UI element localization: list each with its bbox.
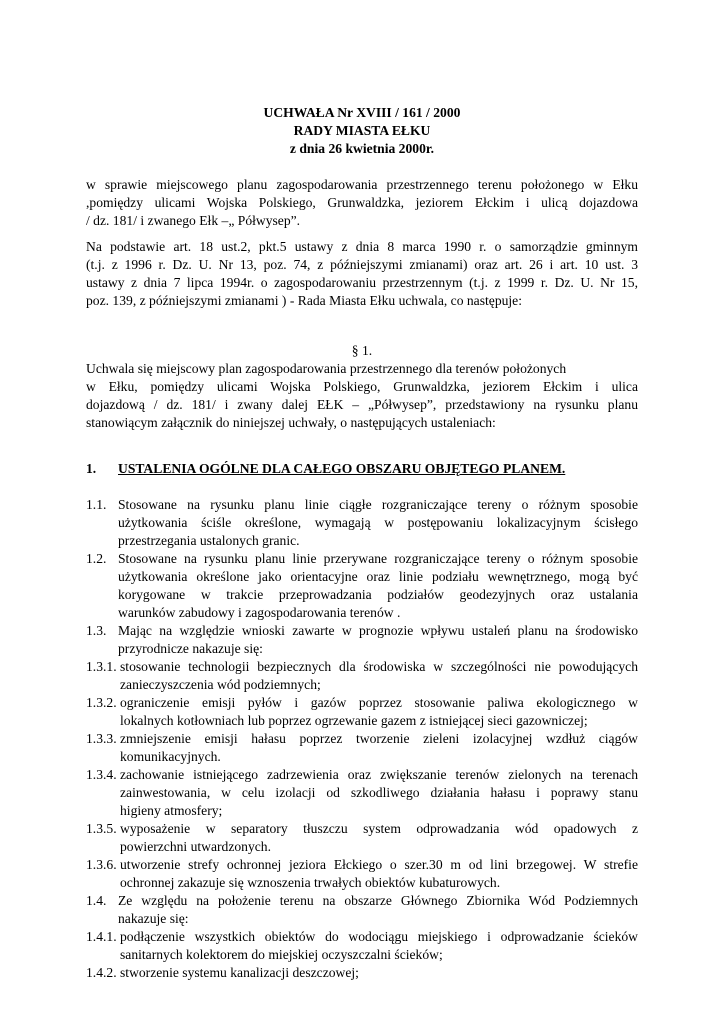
item-line: powierzchni utwardzonych.	[120, 839, 271, 854]
item-line: zmniejszenie emisji hałasu poprzez tworzenie zieleni izolacyjnej wzdłuż ciągów	[120, 731, 638, 746]
item-number: 1.3.2.	[86, 695, 117, 710]
subject-line: ,pomiędzy ulicami Wojska Polskiego, Grunwaldzka, jeziorem Ełckim i ulicą dojazdowa	[86, 195, 638, 210]
item-line: utworzenie strefy ochronnej jeziora Ełckiego o szer.30 m od lini brzegowej. W strefie	[120, 857, 638, 872]
item-number: 1.3.4.	[86, 767, 117, 782]
item-line: stworzenie systemu kanalizacji deszczowej;	[120, 965, 359, 980]
item-line: przestrzegania ustalonych granic.	[118, 533, 300, 548]
item-line: ochronnej zakazuje się wznoszenia trwałych obiektów kubaturowych.	[120, 875, 501, 890]
list-item	[86, 766, 638, 820]
item-number: 1.1.	[86, 497, 107, 512]
item-line: podłączenie wszystkich obiektów do wodociągu miejskiego i odprowadzanie ścieków	[120, 929, 638, 944]
item-line: zanieczyszczenia wód podziemnych;	[120, 677, 321, 692]
title-line-3: z dnia 26 kwietnia 2000r.	[289, 141, 435, 156]
paragraph-line: w Ełku, pomiędzy ulicami Wojska Polskiego, Grunwaldzka, jeziorem Ełckim i ulica	[86, 379, 638, 394]
item-number: 1.3.5.	[86, 821, 117, 836]
item-line: Stosowane na rysunku planu linie przerywane rozgraniczające tereny o różnym sposobie	[118, 551, 638, 566]
item-line: zachowanie istniejącego zadrzewienia oraz zwiększanie terenów zielonych na terenach	[120, 767, 638, 782]
basis-line: ustawy z dnia 7 lipca 1994r. o zagospodarowaniu przestrzennym (t.j. z 1999 r. Dz. U. Nr 15,	[86, 275, 638, 290]
item-number: 1.4.1.	[86, 929, 117, 944]
list-item	[86, 820, 638, 856]
item-line: wyposażenie w separatory tłuszczu system odprowadzania wód opadowych z	[120, 821, 638, 836]
item-number: 1.2.	[86, 551, 107, 566]
item-line: ograniczenie emisji pyłów i gazów poprzez stosowanie paliwa ekologicznego w	[120, 695, 638, 710]
subject-line: / dz. 181/ i zwanego Ełk –„ Półwysep”.	[86, 213, 301, 228]
legal-basis-paragraph	[86, 238, 638, 310]
item-number: 1.3.1.	[86, 659, 117, 674]
item-line: warunków zabudowy i zagospodarowania terenów .	[118, 605, 401, 620]
item-line: Ze względu na położenie terenu na obszarze Głównego Zbiornika Wód Podziemnych	[118, 893, 638, 908]
item-number: 1.3.6.	[86, 857, 117, 872]
basis-line: Na podstawie art. 18 ust.2, pkt.5 ustawy z dnia 8 marca 1990 r. o samorządzie gminnym	[86, 239, 638, 254]
item-line: nakazuje się:	[118, 911, 189, 926]
list-item	[86, 694, 638, 730]
item-number: 1.4.	[86, 893, 107, 908]
list-item	[86, 550, 638, 622]
list-item	[86, 892, 638, 928]
paragraph-1	[86, 342, 638, 432]
list-item	[86, 964, 638, 982]
resolution-title	[0, 104, 724, 158]
list-item	[86, 730, 638, 766]
list-item	[86, 622, 638, 658]
subject-paragraph	[86, 176, 638, 230]
section-title: USTALENIA OGÓLNE DLA CAŁEGO OBSZARU OBJĘTEGO PLANEM.	[118, 461, 566, 476]
item-line: Mając na względzie wnioski zawarte w prognozie wpływu ustaleń planu na środowisko	[118, 623, 638, 638]
item-line: sanitarnych kolektorem do miejskiej oczyszczalni ścieków;	[120, 947, 443, 962]
item-line: użytkowania określone jako orientacyjne oraz linie podziału wewnętrznego, mogą być	[118, 569, 638, 584]
item-line: korygowane w trakcie przeprowadzania podziałów geodezyjnych oraz ustalania	[118, 587, 638, 602]
section-number: 1.	[86, 461, 97, 476]
section-1-heading	[86, 460, 638, 478]
item-line: komunikacyjnych.	[120, 749, 221, 764]
item-number: 1.3.	[86, 623, 107, 638]
item-line: zainwestowania, w celu izolacji od szkodliwego działania hałasu i poprawy stanu	[120, 785, 638, 800]
item-line: przyrodnicze nakazuje się:	[118, 641, 263, 656]
paragraph-line: Uchwala się miejscowy plan zagospodarowania przestrzennego dla terenów położonych	[86, 361, 567, 376]
list-item	[86, 496, 638, 550]
paragraph-line: dojazdową / dz. 181/ i zwany dalej EŁK – „Półwysep”, przedstawiony na rysunku planu	[86, 397, 638, 412]
list-item	[86, 658, 638, 694]
basis-line: poz. 139, z późniejszymi zmianami ) - Rada Miasta Ełku uchwala, co następuje:	[86, 293, 522, 308]
item-line: higieny atmosfery;	[120, 803, 223, 818]
subject-line: w sprawie miejscowego planu zagospodarowania przestrzennego terenu położonego w Ełku	[86, 177, 638, 192]
item-number: 1.3.3.	[86, 731, 117, 746]
item-line: stosowanie technologii bezpiecznych dla środowiska w szczególności nie powodujących	[120, 659, 638, 674]
item-line: użytkowania ściśle określone, wymagają w postępowaniu lokalizacyjnym ścisłego	[118, 515, 638, 530]
paragraph-mark: § 1.	[351, 343, 373, 358]
basis-line: (t.j. z 1996 r. Dz. U. Nr 13, poz. 74, z późniejszymi zmianami) oraz art. 26 i art. 10 ust. 3	[86, 257, 638, 272]
list-item	[86, 856, 638, 892]
item-number: 1.4.2.	[86, 965, 117, 980]
item-line: Stosowane na rysunku planu linie ciągłe rozgraniczające tereny o różnym sposobie	[118, 497, 638, 512]
list-item	[86, 928, 638, 964]
paragraph-line: stanowiącym załącznik do niniejszej uchwały, o następujących ustaleniach:	[86, 415, 496, 430]
item-line: lokalnych kotłowniach lub poprzez ogrzewanie gazem z istniejącej sieci gazowniczej;	[120, 713, 588, 728]
title-line-1: UCHWAŁA Nr XVIII / 161 / 2000	[263, 105, 461, 120]
provisions-list	[86, 496, 638, 982]
title-line-2: RADY MIASTA EŁKU	[293, 123, 431, 138]
